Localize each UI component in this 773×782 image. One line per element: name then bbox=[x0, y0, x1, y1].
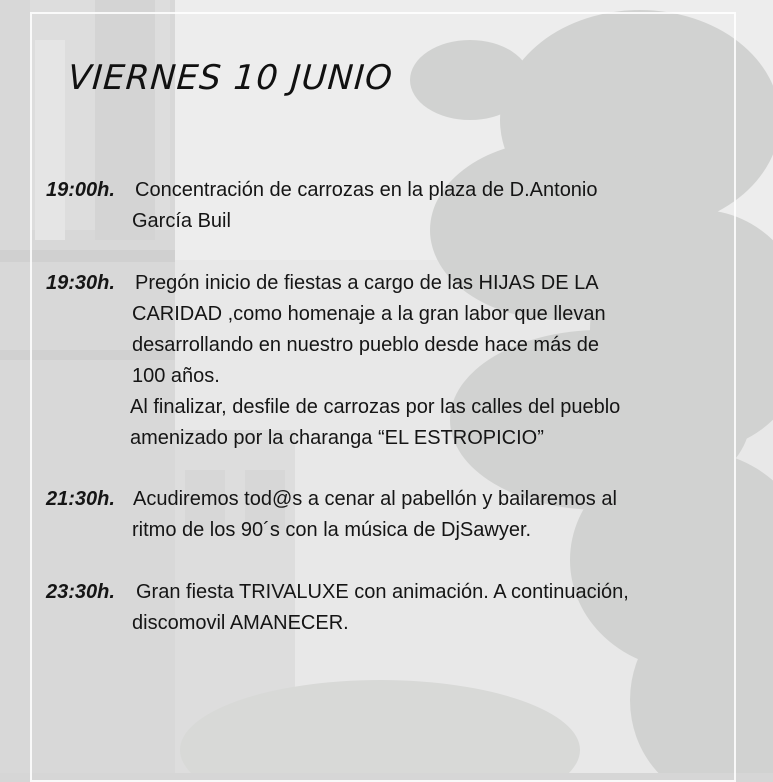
entry-text: Gran fiesta TRIVALUXE con animación. A continuación, bbox=[136, 581, 629, 603]
entry-text: ritmo de los 90´s con la música de DjSawyer. bbox=[132, 519, 532, 541]
entry-time: 21:30h. bbox=[46, 488, 115, 510]
entry-time: 23:30h. bbox=[46, 581, 115, 603]
entry-text: Concentración de carrozas en la plaza de D.Antonio bbox=[135, 179, 598, 201]
entry-text: Pregón inicio de fiestas a cargo de las HIJAS DE LA bbox=[135, 272, 599, 294]
entry-text: CARIDAD ,como homenaje a la gran labor que llevan bbox=[132, 303, 606, 325]
entry-time: 19:30h. bbox=[46, 272, 115, 294]
entry-time: 19:00h. bbox=[46, 179, 115, 201]
entry-text: discomovil AMANECER. bbox=[132, 612, 349, 634]
entry-text: 100 años. bbox=[132, 365, 220, 387]
entry-text: García Buil bbox=[132, 210, 231, 232]
page-title: VIERNES 10 JUNIO bbox=[66, 58, 395, 98]
entry-text: amenizado por la charanga “EL ESTROPICIO” bbox=[130, 427, 544, 449]
entry-text: desarrollando en nuestro pueblo desde hace más de bbox=[132, 334, 599, 356]
entry-text: Acudiremos tod@s a cenar al pabellón y bailaremos al bbox=[133, 488, 617, 510]
entry-text: Al finalizar, desfile de carrozas por las calles del pueblo bbox=[130, 396, 621, 418]
